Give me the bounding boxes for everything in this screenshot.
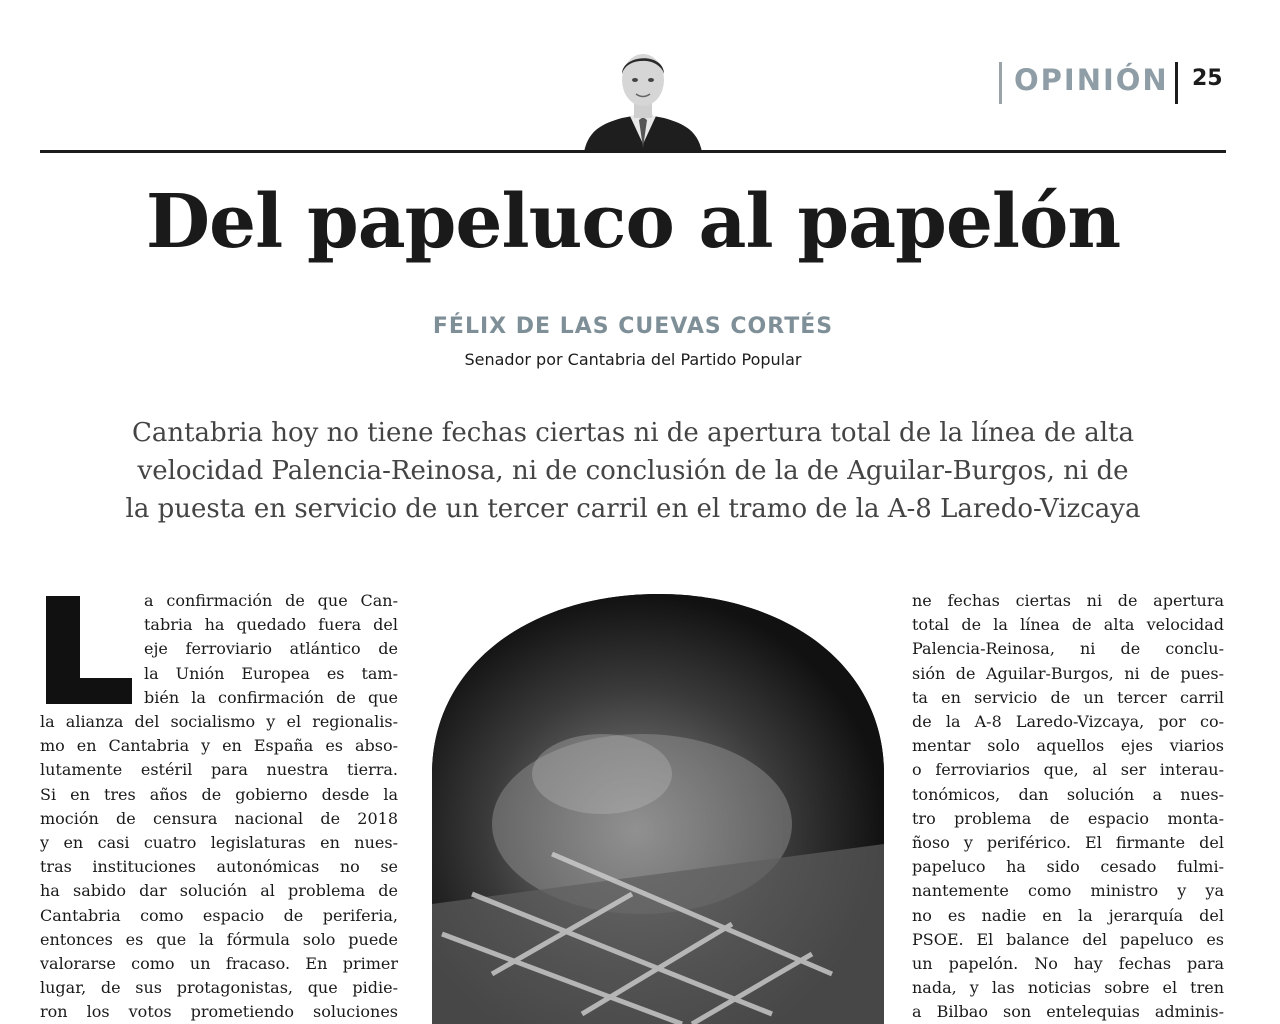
section-label: OPINIÓN [1014,63,1169,97]
text-line: tabria ha quedado fuera del [144,615,398,635]
text-line: ñoso y periférico. El firmante del [912,833,1224,853]
lead-line: la puesta en servicio de un tercer carril en el tramo de la A-8 Laredo-Vizcaya [125,494,1141,524]
text-line: nantemente como ministro y ya [912,881,1224,901]
lead-paragraph [60,414,1206,528]
text-line: ha sabido dar solución al problema de [40,881,398,901]
article-photo [432,594,884,1024]
text-line: nada, y las noticias sobre el tren [912,978,1224,998]
text-line: ron los votos prometiendo soluciones [40,1002,398,1022]
text-line: PSOE. El balance del papeluco es [912,929,1224,949]
text-line: la alianza del socialismo y el regionalis- [40,712,398,732]
text-line: sión de Aguilar-Burgos, ni de pues- [912,663,1224,683]
text-line: Palencia-Reinosa, ni de conclu- [912,639,1224,659]
text-line: tonómicos, dan solución a nues- [912,784,1224,804]
text-line: entonces es que la fórmula solo puede [40,929,398,949]
text-line: tras instituciones autonómicas no se [40,857,398,877]
text-line: moción de censura nacional de 2018 [40,808,398,828]
text-line: Cantabria como espacio de periferia, [40,905,398,925]
text-line: de la A-8 Laredo-Vizcaya, por co- [912,712,1224,732]
text-line: tro problema de espacio monta- [912,808,1224,828]
text-line: a confirmación de que Can- [144,591,398,610]
section-divider [999,62,1002,104]
text-line: lugar, de sus protagonistas, que pidie- [40,978,398,998]
text-line: eje ferroviario atlántico de [144,639,398,659]
text-line: mentar solo aquellos ejes viarios [912,736,1224,756]
text-line: o ferroviarios que, al ser interau- [912,760,1224,780]
text-line: ne fechas ciertas ni de apertura [912,591,1224,610]
lead-line: velocidad Palencia-Reinosa, ni de conclusión de la de Aguilar-Burgos, ni de [137,456,1129,486]
text-line: ta en servicio de un tercer carril [912,687,1224,707]
author-portrait [582,44,704,152]
author-name: FÉLIX DE LAS CUEVAS CORTÉS [432,314,834,339]
right-column [912,589,1224,1024]
text-line: Si en tres años de gobierno desde la [40,784,398,804]
headline: Del papeluco al papelón [145,179,1121,265]
lead-line: Cantabria hoy no tiene fechas ciertas ni de apertura total de la línea de alta [131,418,1135,448]
text-line: bién la confirmación de que [144,687,398,707]
header-rule [40,150,1226,153]
text-line: lutamente estéril para nuestra tierra. [40,760,398,780]
text-line: a Bilbao son entelequias adminis- [912,1002,1224,1022]
text-line: la Unión Europea es tam- [144,663,398,683]
author-role: Senador por Cantabria del Partido Popular [464,350,802,369]
section-divider [1175,62,1178,104]
text-line: total de la línea de alta velocidad [912,615,1224,635]
text-line: un papelón. No hay fechas para [912,954,1224,974]
text-line: y en casi cuatro legislaturas en nues- [40,833,398,853]
text-line: valorarse como un fracaso. En primer [40,954,398,974]
text-line: mo en Cantabria y en España es abso- [40,736,398,756]
text-line: no es nadie en la jerarquía del [912,905,1224,925]
left-column [40,589,398,1024]
text-line: papeluco ha sido cesado fulmi- [912,857,1224,877]
page-number: 25 [1192,66,1223,91]
